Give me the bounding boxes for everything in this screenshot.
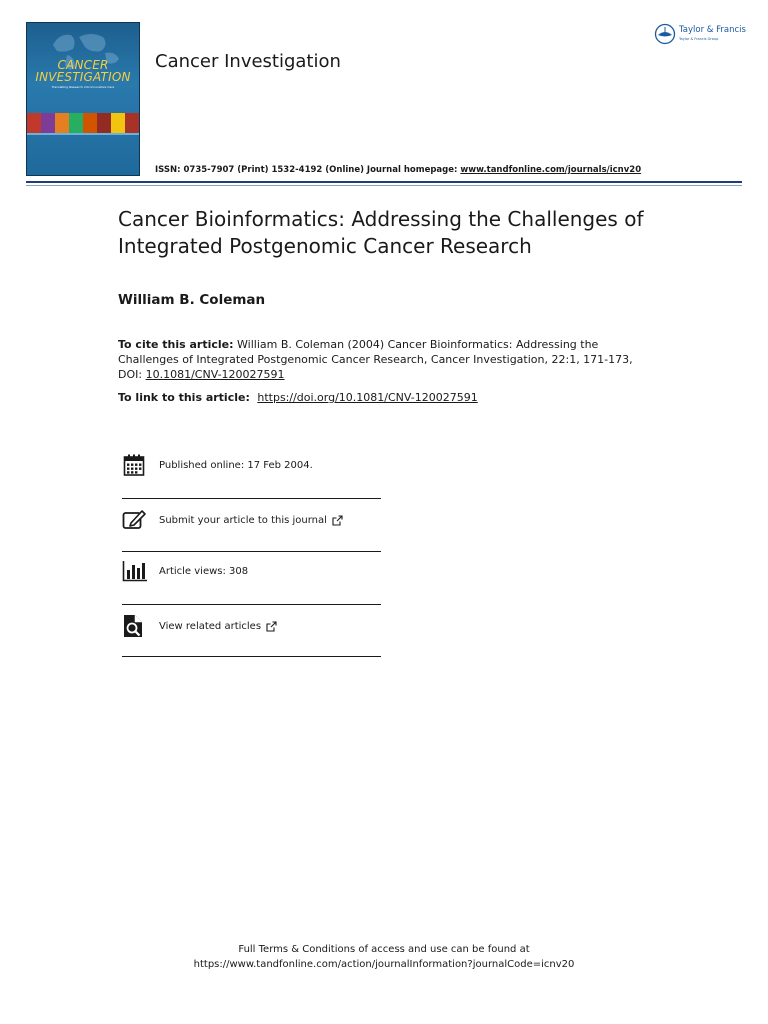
related-articles-link[interactable]: View related articles bbox=[159, 620, 262, 632]
cover-tagline: Translating Research into Innovative Care bbox=[51, 85, 115, 89]
bar-chart-icon bbox=[122, 558, 152, 584]
taylor-francis-logo-icon bbox=[654, 23, 676, 45]
journal-cover-image bbox=[26, 22, 140, 176]
info-separator bbox=[122, 656, 381, 657]
link-label: To link to this article: bbox=[118, 391, 250, 404]
cover-title-line2: INVESTIGATION bbox=[35, 70, 131, 84]
article-title: Cancer Bioinformatics: Addressing the Challenges of Integrated Postgenomic Cancer Research bbox=[118, 207, 644, 258]
edit-icon bbox=[122, 507, 152, 533]
article-views-item bbox=[122, 558, 381, 584]
journal-homepage-link[interactable]: www.tandfonline.com/journals/icnv20 bbox=[460, 165, 642, 175]
article-views-label: Article views: 308 bbox=[159, 565, 249, 577]
info-separator bbox=[122, 604, 381, 605]
related-articles-item[interactable] bbox=[122, 613, 381, 639]
cite-text: William B. Coleman (2004) Cancer Bioinformatics: Addressing the Challenges of Integrated Postgenomic Cancer Research, Cancer Investigation, 22:1, 171-173, DOI: bbox=[118, 338, 633, 381]
cite-label: To cite this article: bbox=[118, 338, 234, 351]
publisher-name: Taylor & Francis bbox=[679, 24, 746, 35]
info-separator bbox=[122, 551, 381, 552]
cover-band bbox=[27, 133, 139, 135]
calendar-icon bbox=[122, 452, 152, 478]
cover-title-line1: CANCER bbox=[57, 58, 109, 72]
publisher-group: Taylor & Francis Group bbox=[679, 36, 719, 41]
external-link-icon bbox=[332, 515, 343, 526]
article-link-line bbox=[118, 391, 478, 404]
published-online-item bbox=[122, 452, 381, 478]
header-rule-thin bbox=[26, 185, 742, 186]
submit-article-item[interactable] bbox=[122, 507, 381, 533]
journal-name[interactable]: Cancer Investigation bbox=[155, 51, 341, 72]
citation-block bbox=[118, 337, 648, 382]
external-link-icon bbox=[266, 621, 277, 632]
cover-title bbox=[27, 59, 139, 83]
article-author: William B. Coleman bbox=[118, 292, 266, 308]
publisher-logo[interactable] bbox=[654, 22, 746, 46]
issn-text: ISSN: 0735-7907 (Print) 1532-4192 (Online) Journal homepage: bbox=[155, 165, 458, 175]
info-separator bbox=[122, 498, 381, 499]
published-online-label: Published online: 17 Feb 2004. bbox=[159, 459, 313, 471]
article-doi-url-link[interactable]: https://doi.org/10.1081/CNV-120027591 bbox=[257, 391, 478, 404]
doi-link[interactable]: 10.1081/CNV-120027591 bbox=[145, 368, 285, 381]
issn-line bbox=[155, 165, 641, 175]
header-rule bbox=[26, 181, 742, 183]
footer-line1: Full Terms & Conditions of access and use can be found at bbox=[238, 944, 530, 955]
submit-article-link[interactable]: Submit your article to this journal bbox=[159, 514, 327, 526]
footer-terms bbox=[0, 942, 768, 972]
footer-terms-link[interactable]: https://www.tandfonline.com/action/journalInformation?journalCode=icnv20 bbox=[193, 959, 575, 970]
document-search-icon bbox=[122, 613, 152, 639]
cover-photo-strip bbox=[27, 113, 139, 133]
